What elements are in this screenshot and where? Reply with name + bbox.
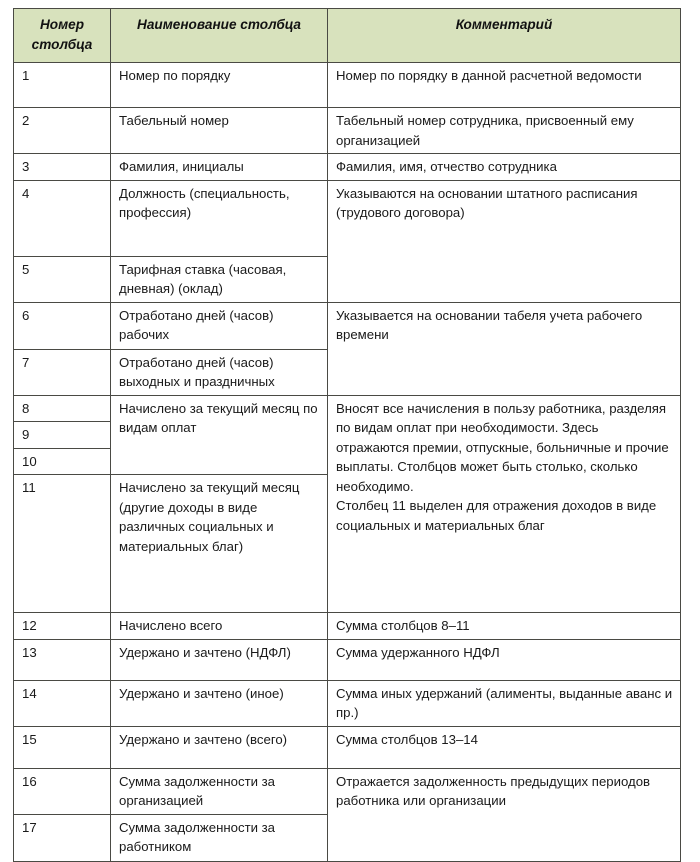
header-number-line2: столбца bbox=[31, 37, 93, 52]
column-specification-table bbox=[13, 8, 681, 862]
cell-name: Сумма задолженности за организацией bbox=[111, 768, 328, 814]
table-body bbox=[14, 63, 681, 862]
table-row bbox=[14, 302, 681, 349]
cell-name: Номер по порядку bbox=[111, 63, 328, 108]
cell-name: Должность (специальность, профессия) bbox=[111, 180, 328, 256]
cell-name: Фамилия, инициалы bbox=[111, 154, 328, 181]
table-row bbox=[14, 680, 681, 726]
cell-number: 8 bbox=[14, 395, 111, 422]
cell-number: 2 bbox=[14, 108, 111, 154]
column-header-comment: Комментарий bbox=[328, 9, 681, 63]
cell-comment-merged-8-11 bbox=[328, 395, 681, 613]
column-header-name: Наименование столбца bbox=[111, 9, 328, 63]
cell-name: Удержано и зачтено (всего) bbox=[111, 726, 328, 768]
cell-name: Сумма задолженности за работником bbox=[111, 814, 328, 861]
cell-number: 7 bbox=[14, 349, 111, 395]
header-row bbox=[14, 9, 681, 63]
comment-paragraph-1: Вносят все начисления в пользу работника, разделяя по видам оплат при необходимости. Здесь отражаются премии, отпускные, больничные и прочие выплаты. Столбцов может быть столько, сколько необходимо. bbox=[336, 400, 669, 494]
cell-name: Тарифная ставка (часовая, дневная) (оклад) bbox=[111, 256, 328, 302]
table-row bbox=[14, 639, 681, 680]
cell-number: 3 bbox=[14, 154, 111, 181]
cell-comment: Фамилия, имя, отчество сотрудника bbox=[328, 154, 681, 181]
column-header-number bbox=[14, 9, 111, 63]
cell-comment: Табельный номер сотрудника, присвоенный ему организацией bbox=[328, 108, 681, 154]
comment-paragraph-2: Столбец 11 выделен для отражения доходов в виде социальных и материальных благ bbox=[336, 498, 657, 533]
cell-number: 4 bbox=[14, 180, 111, 256]
table-row bbox=[14, 726, 681, 768]
cell-number: 14 bbox=[14, 680, 111, 726]
cell-name: Удержано и зачтено (иное) bbox=[111, 680, 328, 726]
cell-comment: Номер по порядку в данной расчетной ведомости bbox=[328, 63, 681, 108]
cell-comment: Сумма иных удержаний (алименты, выданные аванс и пр.) bbox=[328, 680, 681, 726]
cell-number: 11 bbox=[14, 475, 111, 613]
cell-number: 17 bbox=[14, 814, 111, 861]
table-row bbox=[14, 768, 681, 814]
table-header bbox=[14, 9, 681, 63]
cell-number: 15 bbox=[14, 726, 111, 768]
table-row bbox=[14, 108, 681, 154]
cell-number: 5 bbox=[14, 256, 111, 302]
table-row bbox=[14, 180, 681, 256]
cell-name: Отработано дней (часов) выходных и праздничных bbox=[111, 349, 328, 395]
table-row bbox=[14, 395, 681, 422]
cell-comment-merged-16-17: Отражается задолженность предыдущих периодов работника или организации bbox=[328, 768, 681, 861]
cell-comment-merged-6-7: Указывается на основании табеля учета рабочего времени bbox=[328, 302, 681, 395]
cell-comment: Сумма столбцов 13–14 bbox=[328, 726, 681, 768]
cell-comment: Сумма столбцов 8–11 bbox=[328, 613, 681, 640]
cell-comment: Сумма удержанного НДФЛ bbox=[328, 639, 681, 680]
cell-name: Отработано дней (часов) рабочих bbox=[111, 302, 328, 349]
header-number-line1: Номер bbox=[39, 17, 85, 32]
cell-name: Начислено за текущий месяц (другие доходы в виде различных социальных и материальных благ) bbox=[111, 475, 328, 613]
table-row bbox=[14, 613, 681, 640]
cell-number: 13 bbox=[14, 639, 111, 680]
table-row bbox=[14, 154, 681, 181]
cell-comment-merged-4-5: Указываются на основании штатного расписания (трудового договора) bbox=[328, 180, 681, 302]
cell-number: 10 bbox=[14, 448, 111, 475]
cell-number: 16 bbox=[14, 768, 111, 814]
cell-name: Начислено всего bbox=[111, 613, 328, 640]
cell-name: Табельный номер bbox=[111, 108, 328, 154]
cell-number: 9 bbox=[14, 422, 111, 449]
cell-name: Удержано и зачтено (НДФЛ) bbox=[111, 639, 328, 680]
table-row bbox=[14, 63, 681, 108]
cell-number: 1 bbox=[14, 63, 111, 108]
cell-number: 12 bbox=[14, 613, 111, 640]
cell-number: 6 bbox=[14, 302, 111, 349]
cell-name-merged-8-10: Начислено за текущий месяц по видам оплат bbox=[111, 395, 328, 475]
